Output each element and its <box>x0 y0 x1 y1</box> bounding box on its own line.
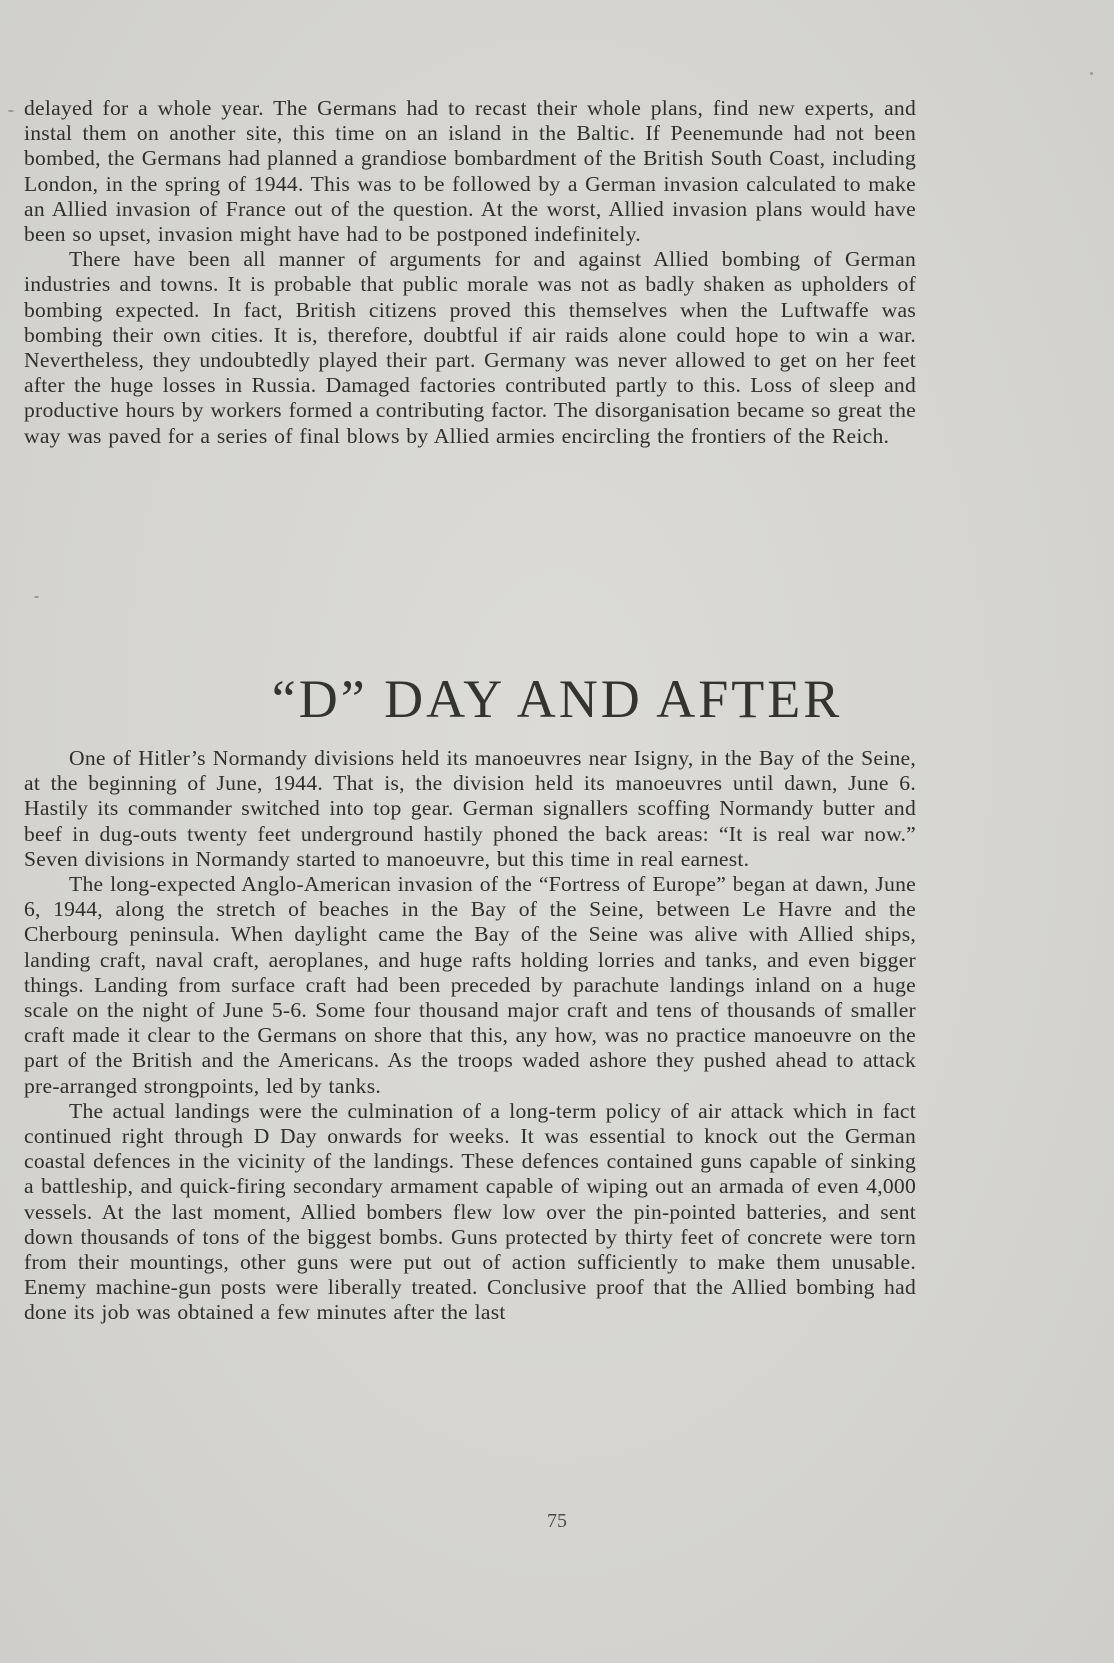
paragraph: delayed for a whole year. The Germans had to recast their whole plans, find new experts, and instal them on another site, this time on an island in the Baltic. If Peenemunde had not been bombed, the Germans had planned a grandiose bombardment of the British South Coast, including London, in the spring of 1944. This was to be followed by a German invasion calculated to make an Allied invasion of France out of the question. At the worst, Allied invasion plans would have been so upset, invasion might have had to be postponed indefinitely. <box>24 96 916 247</box>
paper-speck <box>1090 72 1093 75</box>
paragraph: One of Hitler’s Normandy divisions held its manoeuvres near Isigny, in the Bay of the Seine, at the beginning of June, 1944. That is, the division held its manoeuvres until dawn, June 6. Hastily its commander switched into top gear. German signallers scoffing Normandy butter and beef in dug-outs twenty feet underground hastily phoned the back areas: “It is real war now.” Seven divisions in Normandy started to manoeuvre, but this time in real earnest. <box>24 746 916 871</box>
paper-speck <box>8 110 14 112</box>
paragraph: There have been all manner of arguments for and against Allied bombing of German industries and towns. It is probable that public morale was not as badly shaken as upholders of bombing expected. In fact, British citizens proved this themselves when the Luftwaffe was bombing their own cities. It is, therefore, doubtful if air raids alone could hope to win a war. Nevertheless, they undoubtedly played their part. Germany was never allowed to get on her feet after the huge losses in Russia. Damaged factories contributed partly to this. Loss of sleep and productive hours by workers formed a contributing factor. The disorganisation became so great the way was paved for a series of final blows by Allied armies encircling the frontiers of the Reich. <box>24 247 916 448</box>
paper-speck <box>34 596 39 598</box>
page-number: 75 <box>547 1510 567 1532</box>
body-text-bottom <box>24 746 916 1326</box>
paragraph: The long-expected Anglo-American invasion of the “Fortress of Europe” began at dawn, June 6, 1944, along the stretch of beaches in the Bay of the Seine, between Le Havre and the Cherbourg peninsula. When daylight came the Bay of the Seine was alive with Allied ships, landing craft, naval craft, aeroplanes, and huge rafts holding lorries and tanks, and even bigger things. Landing from surface craft had been preceded by parachute landings inland on a huge scale on the night of June 5-6. Some four thousand major craft and tens of thousands of smaller craft made it clear to the Germans on shore that this, any how, was no practice manoeuvre on the part of the British and the Americans. As the troops waded ashore they pushed ahead to attack pre-arranged strongpoints, led by tanks. <box>24 872 916 1098</box>
paragraph: The actual landings were the culmination of a long-term policy of air attack which in fact continued right through D Day onwards for weeks. It was essential to knock out the German coastal defences in the vicinity of the landings. These defences contained guns capable of sinking a battleship, and quick-firing secondary armament capable of wiping out an armada of even 4,000 vessels. At the last moment, Allied bombers flew low over the pin-pointed batteries, and sent down thousands of tons of the biggest bombs. Guns protected by thirty feet of concrete were torn from their mountings, other guns were put out of action sufficiently to make them unusable. Enemy machine-gun posts were liberally treated. Conclusive proof that the Allied bombing had done its job was obtained a few minutes after the last <box>24 1098 916 1325</box>
section-heading: “D” DAY AND AFTER <box>271 669 843 729</box>
body-text-top <box>24 96 916 449</box>
